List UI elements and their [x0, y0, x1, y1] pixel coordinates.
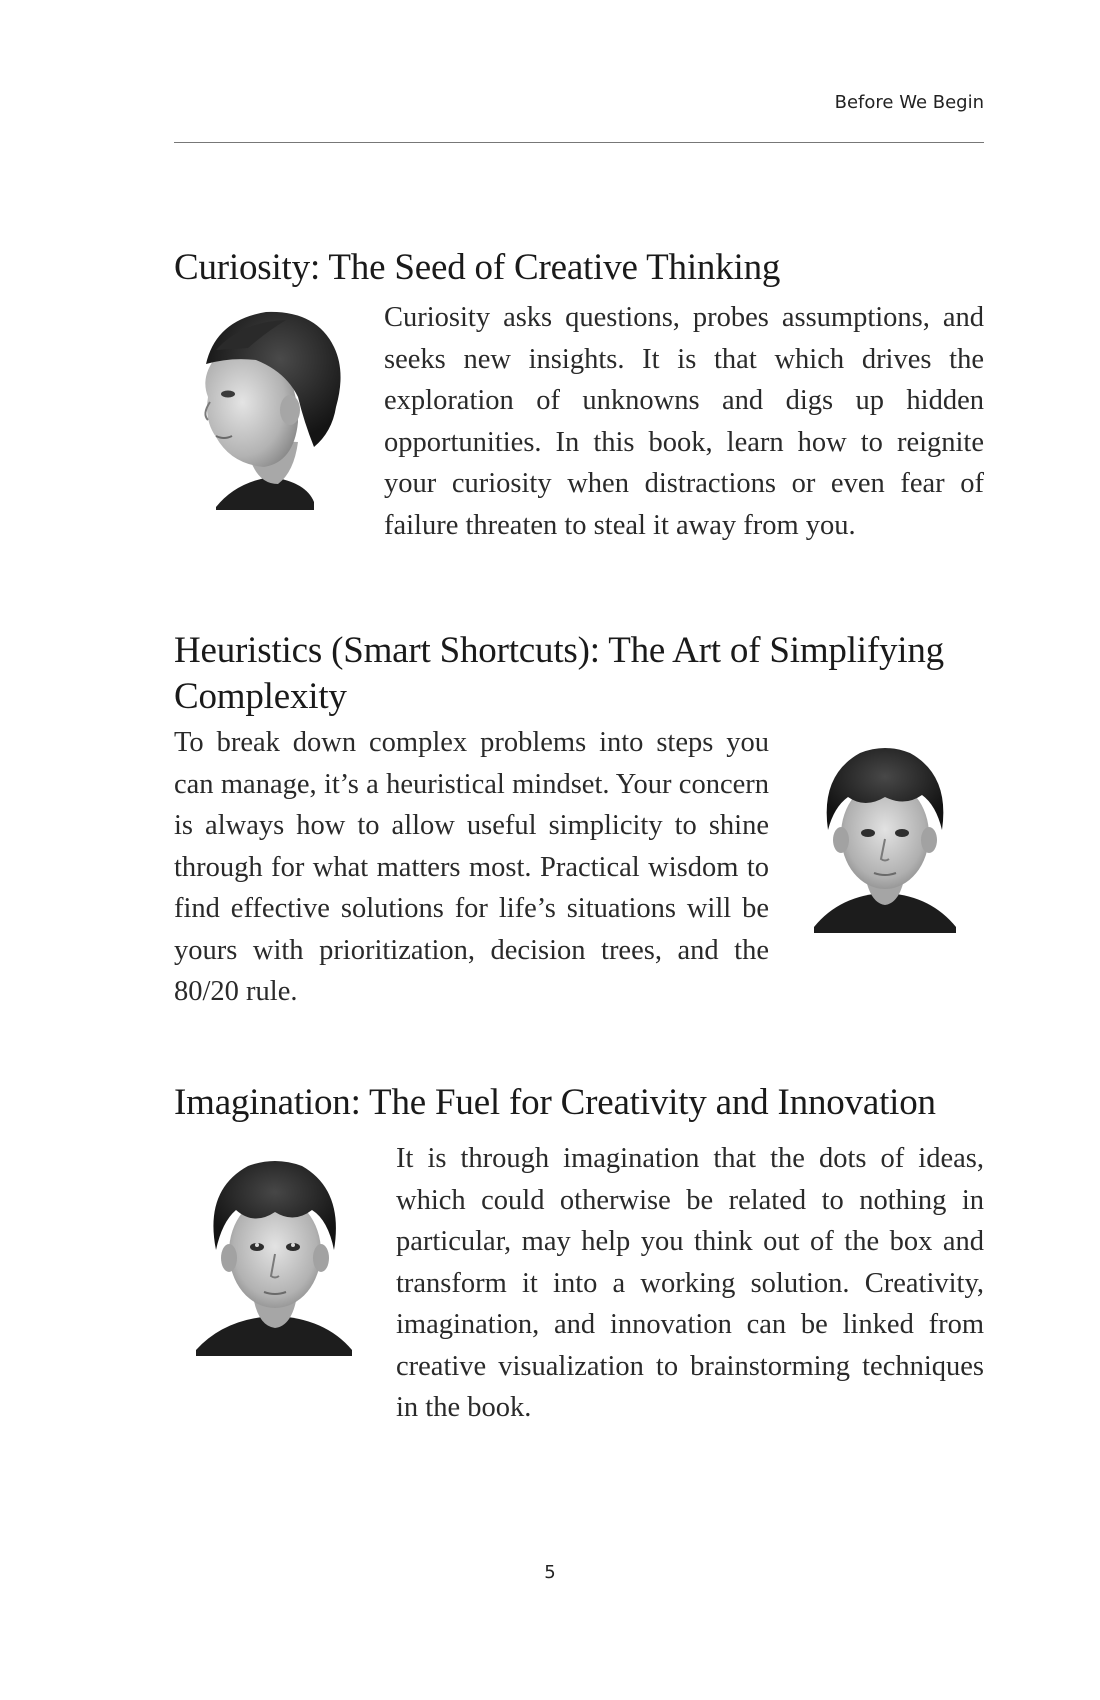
running-header: Before We Begin — [834, 92, 984, 113]
boy-portrait-profile-image — [186, 302, 356, 512]
section-heading-curiosity: Curiosity: The Seed of Creative Thinking — [174, 247, 781, 288]
section-body-heuristics: To break down complex problems into steps you can manage, it’s a heuristical mindset. Your concern is always how to allow useful simplicity to shine through for what matters most. Practical wisdom to find effective solutions for life’s situations will be yours with prioritization, decision trees, and the 80/20 rule. — [174, 727, 769, 1007]
boy-portrait-front-image — [810, 735, 960, 935]
page-number: 5 — [544, 1562, 556, 1583]
section-heading-imagination: Imagination: The Fuel for Creativity and Innovation — [174, 1082, 936, 1123]
section-body-curiosity: Curiosity asks questions, probes assumptions, and seeks new insights. It is that which drives the exploration of unknowns and digs up hidden opportunities. In this book, learn how to reignite your curiosity when distractions or even fear of failure threaten to steal it away from you. — [384, 302, 984, 541]
section-heading-heuristics: Heuristics (Smart Shortcuts): The Art of Simplifying Complexity — [174, 630, 944, 717]
section-body-imagination: It is through imagination that the dots of ideas, which could otherwise be related to nothing in particular, may help you think out of the box and transform it into a working solution. Creativity, imagination, and innovation can be linked from creative visualization to brainstorming techniques in the book. — [396, 1143, 984, 1423]
boy-portrait-upward-image — [190, 1150, 360, 1360]
header-divider — [174, 142, 984, 143]
